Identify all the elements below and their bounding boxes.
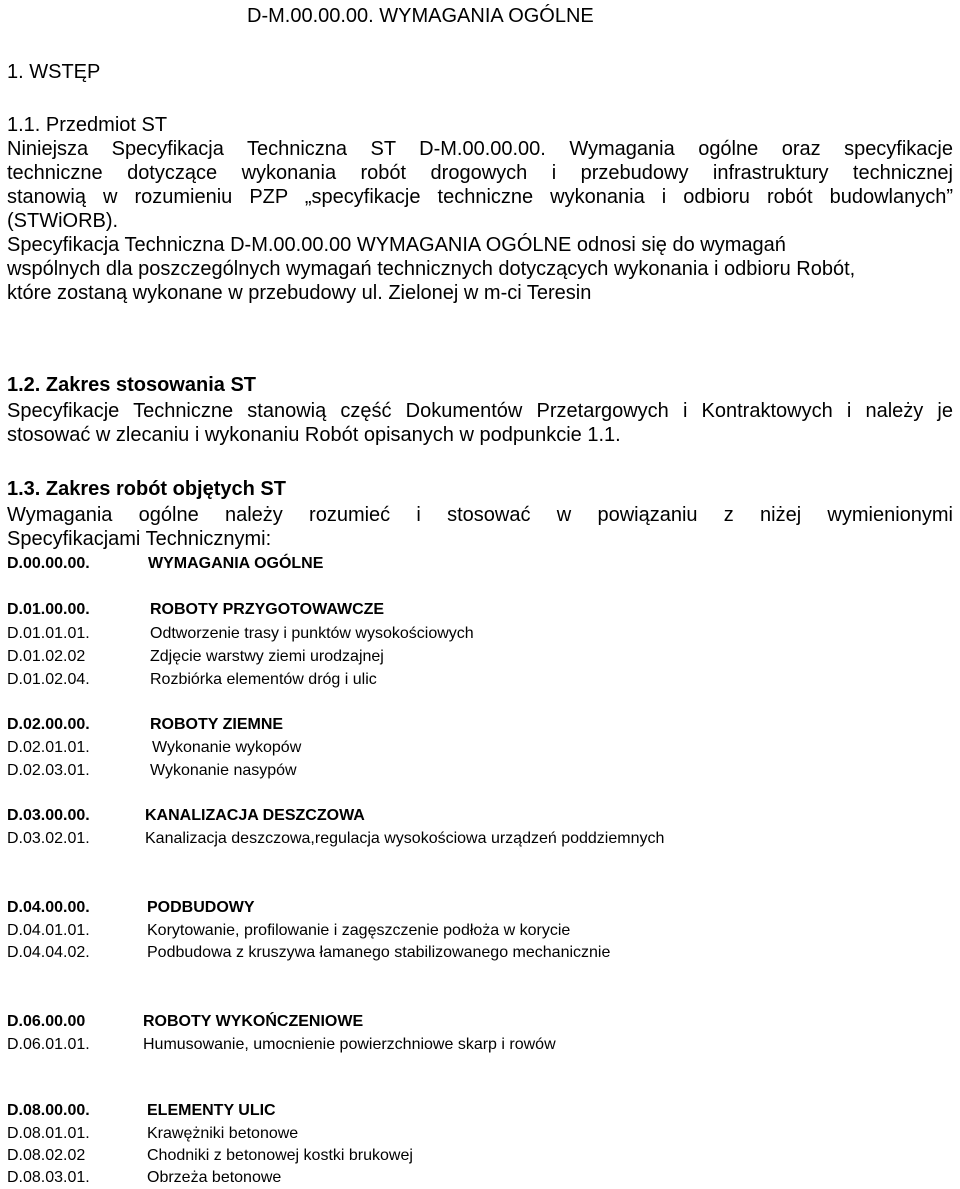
heading-number: 1.3. [7, 478, 41, 500]
spec-code: D.06.01.01. [7, 1036, 90, 1053]
spec-description: ROBOTY PRZYGOTOWAWCZE [150, 601, 385, 618]
paragraph-line: Niniejsza Specyfikacja Techniczna ST D-M.00.00.00. Wymagania ogólne oraz specyfikacje [7, 138, 953, 160]
spec-code: D.04.04.02. [7, 944, 90, 961]
spec-description: Podbudowa z kruszywa łamanego stabilizowanego mechanicznie [147, 944, 611, 961]
section-1-1-paragraph-1 [7, 137, 953, 233]
paragraph-line: stosować w zlecaniu i wykonaniu Robót opisanych w podpunkcie 1.1. [7, 424, 621, 446]
paragraph-line: Specyfikacja Techniczna D-M.00.00.00 WYMAGANIA OGÓLNE odnosi się do wymagań [7, 234, 786, 256]
document-title: D-M.00.00.00. WYMAGANIA OGÓLNE [247, 5, 594, 27]
section-1-heading: 1. WSTĘP [7, 61, 101, 83]
spec-code: D.08.00.00. [7, 1102, 90, 1119]
spec-description: Humusowanie, umocnienie powierzchniowe skarp i rowów [143, 1036, 556, 1053]
spec-description: PODBUDOWY [147, 899, 255, 916]
spec-code: D.06.00.00 [7, 1013, 86, 1030]
spec-code: D.01.01.01. [7, 625, 90, 642]
spec-description: Obrzeża betonowe [147, 1169, 282, 1186]
heading-text: Zakres robót objętych ST [45, 478, 286, 500]
section-1-2-heading [7, 373, 256, 397]
spec-description: WYMAGANIA OGÓLNE [148, 555, 324, 572]
paragraph-line: Wymagania ogólne należy rozumieć i stosować w powiązaniu z niżej wymienionymi [7, 504, 953, 526]
spec-code: D.03.02.01. [7, 830, 90, 847]
spec-description: Krawężniki betonowe [147, 1125, 299, 1142]
spec-description: Wykonanie wykopów [152, 739, 302, 756]
spec-description: Wykonanie nasypów [150, 762, 297, 779]
spec-description: ELEMENTY ULIC [147, 1102, 276, 1119]
spec-code: D.08.03.01. [7, 1169, 90, 1186]
spec-code: D.01.02.04. [7, 671, 90, 688]
heading-text: Zakres stosowania ST [45, 374, 256, 396]
spec-code: D.04.01.01. [7, 922, 90, 939]
paragraph-line: które zostaną wykonane w przebudowy ul. Zielonej w m-ci Teresin [7, 282, 592, 304]
paragraph-line: stanowią w rozumieniu PZP „specyfikacje techniczne wykonania i odbioru robót budowlanych” [7, 186, 953, 208]
section-1-1-paragraph-2 [7, 233, 953, 305]
spec-description: Rozbiórka elementów dróg i ulic [150, 671, 377, 688]
paragraph-line: Specyfikacje Techniczne stanowią część Dokumentów Przetargowych i Kontraktowych i należy je [7, 400, 953, 422]
spec-code: D.02.01.01. [7, 739, 90, 756]
spec-description: ROBOTY ZIEMNE [150, 716, 284, 733]
spec-code: D.08.02.02 [7, 1147, 86, 1164]
spec-code: D.08.01.01. [7, 1125, 90, 1142]
paragraph-line: wspólnych dla poszczególnych wymagań technicznych dotyczących wykonania i odbioru Robót, [7, 258, 856, 280]
paragraph-line: techniczne dotyczące wykonania robót drogowych i przebudowy infrastruktury technicznej [7, 162, 953, 184]
spec-description: Kanalizacja deszczowa,regulacja wysokościowa urządzeń poddziemnych [145, 830, 665, 847]
spec-code: D.02.03.01. [7, 762, 90, 779]
paragraph-line: Specyfikacjami Technicznymi: [7, 528, 272, 550]
section-1-2-paragraph [7, 399, 953, 447]
spec-code: D.01.00.00. [7, 601, 90, 618]
spec-code: D.02.00.00. [7, 716, 90, 733]
section-1-3-paragraph [7, 503, 953, 551]
spec-description: KANALIZACJA DESZCZOWA [145, 807, 365, 824]
section-1-1-heading: 1.1. Przedmiot ST [7, 114, 168, 136]
spec-description: Chodniki z betonowej kostki brukowej [147, 1147, 413, 1164]
section-1-3-heading [7, 477, 286, 501]
spec-code: D.00.00.00. [7, 555, 90, 572]
spec-description: Korytowanie, profilowanie i zagęszczenie podłoża w korycie [147, 922, 571, 939]
spec-description: ROBOTY WYKOŃCZENIOWE [143, 1013, 364, 1030]
heading-number: 1.2. [7, 374, 41, 396]
spec-description: Zdjęcie warstwy ziemi urodzajnej [150, 648, 384, 665]
spec-code: D.01.02.02 [7, 648, 86, 665]
paragraph-line: (STWiORB). [7, 210, 119, 232]
spec-code: D.03.00.00. [7, 807, 90, 824]
spec-code: D.04.00.00. [7, 899, 90, 916]
spec-description: Odtworzenie trasy i punktów wysokościowych [150, 625, 474, 642]
